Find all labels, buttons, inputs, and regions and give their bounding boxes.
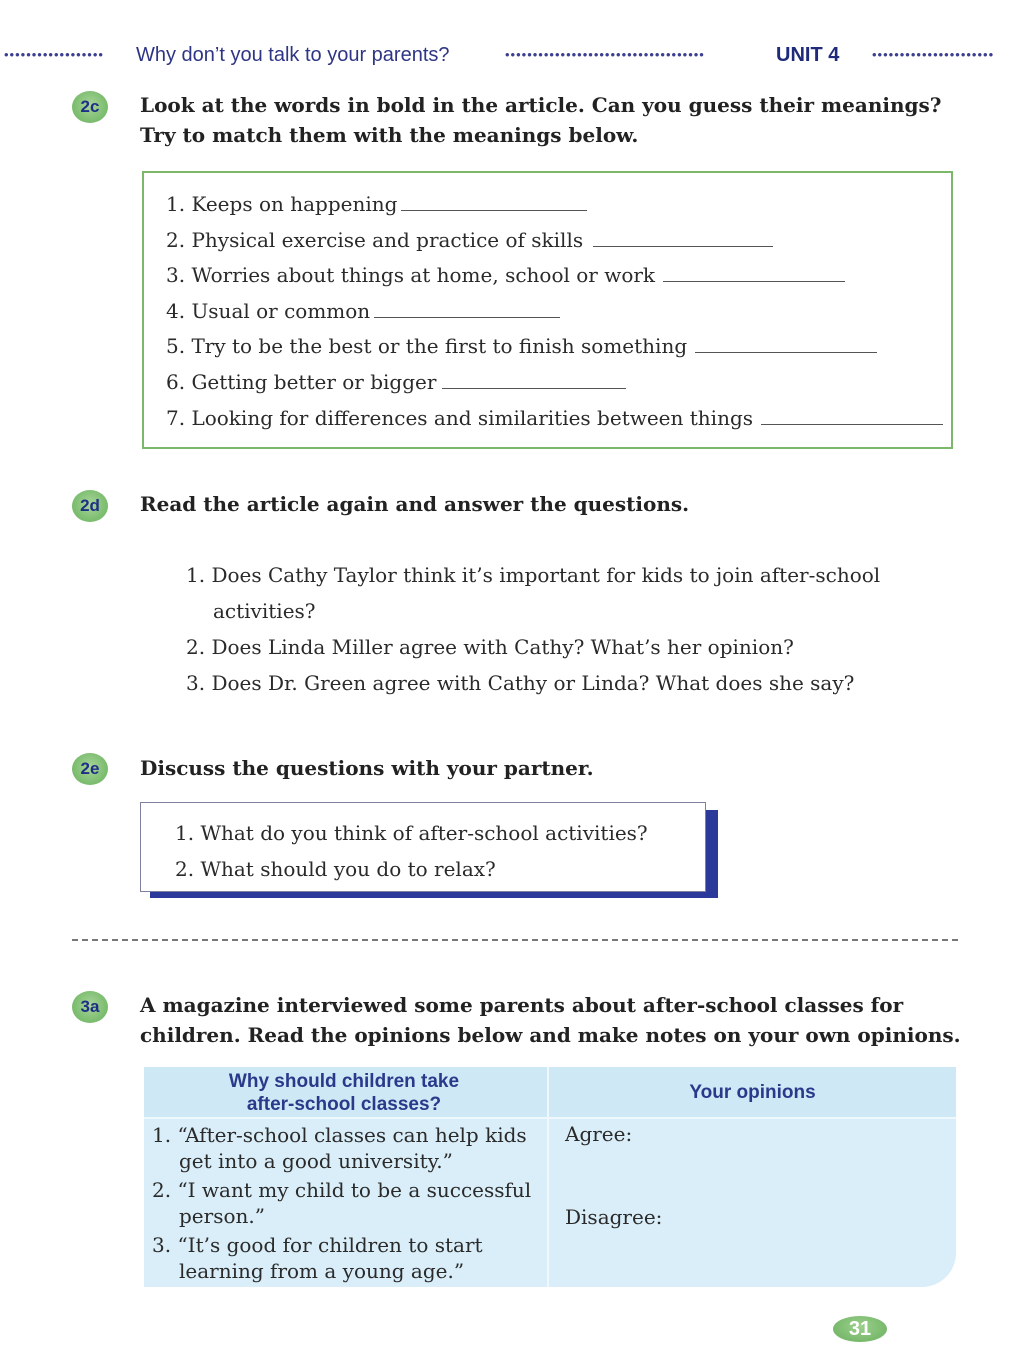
answer-blank[interactable] [401, 192, 587, 211]
meanings-list [166, 187, 943, 436]
answer-blank[interactable] [442, 370, 626, 389]
agree-label: Agree: [565, 1122, 633, 1146]
parent-opinions-list [152, 1123, 559, 1287]
instruction-2e: Discuss the questions with your partner. [140, 756, 594, 780]
meaning-item [166, 187, 943, 223]
header-dots-left: •••••••••••••••••• [4, 47, 104, 62]
answer-blank[interactable] [761, 406, 943, 425]
meaning-item [166, 329, 943, 365]
page-number: 31 [833, 1316, 887, 1342]
header-left-line2: after-school classes? [246, 1094, 442, 1115]
exercise-badge-2d: 2d [72, 490, 108, 522]
parent-opinion: 3. “It’s good for children to start learning from a young age.” [152, 1233, 483, 1283]
answer-blank[interactable] [593, 228, 773, 247]
meanings-box [142, 171, 953, 449]
meaning-text: 4. Usual or common [166, 298, 371, 323]
opinions-table [144, 1067, 956, 1287]
section-divider [72, 939, 958, 941]
parent-opinion: 1. “After-school classes can help kids get into a good university.” [152, 1123, 527, 1173]
meaning-item [166, 294, 943, 330]
answer-blank[interactable] [695, 334, 877, 353]
exercise-badge-2e: 2e [72, 753, 108, 785]
instruction-3a-line2: children. Read the opinions below and make notes on your own opinions. [140, 1023, 961, 1047]
meaning-item [166, 401, 943, 437]
meaning-text: 1. Keeps on happening [166, 192, 398, 216]
question-item: 1. Does Cathy Taylor think it’s important for kids to join after-school [186, 563, 881, 587]
meaning-item [166, 365, 943, 401]
instruction-2d: Read the article again and answer the questions. [140, 492, 690, 516]
exercise-badge-2c: 2c [72, 91, 108, 123]
discussion-item: 1. What do you think of after-school activities? [175, 821, 648, 845]
meaning-item [166, 258, 943, 294]
question-item-continued: activities? [213, 599, 316, 623]
header-left-line1: Why should children take [228, 1071, 460, 1092]
instruction-2c [140, 90, 941, 150]
header-dots-middle: •••••••••••••••••••••••••••••••••••• [505, 47, 705, 62]
unit-label: UNIT 4 [776, 44, 840, 66]
header-title: Why don’t you talk to your parents? [136, 44, 450, 66]
answer-blank[interactable] [374, 299, 560, 318]
parent-opinion: 2. “I want my child to be a successful person.” [152, 1178, 532, 1228]
header-parents-reasons [144, 1070, 544, 1116]
meaning-text: 2. Physical exercise and practice of skills [166, 227, 584, 252]
row-divider [144, 1117, 956, 1119]
meaning-text: 3. Worries about things at home, school or work [166, 263, 656, 288]
discussion-item: 2. What should you do to relax? [175, 857, 496, 881]
question-item: 3. Does Dr. Green agree with Cathy or Linda? What does she say? [186, 671, 855, 695]
exercise-badge-3a: 3a [72, 991, 108, 1023]
discussion-list [175, 815, 648, 887]
meaning-text: 7. Looking for differences and similarities between things [166, 405, 754, 430]
instruction-2c-line1: Look at the words in bold in the article. Can you guess their meanings? [140, 93, 942, 117]
header-your-opinions: Your opinions [689, 1082, 816, 1103]
header-dots-right: •••••••••••••••••••••• [872, 47, 995, 62]
running-header [0, 38, 1024, 72]
question-item: 2. Does Linda Miller agree with Cathy? What’s her opinion? [186, 635, 794, 659]
questions-list-2d [186, 557, 880, 701]
instruction-3a-line1: A magazine interviewed some parents about after-school classes for [140, 993, 904, 1017]
discussion-box [140, 802, 706, 892]
instruction-3a [140, 990, 961, 1050]
answer-blank[interactable] [663, 263, 845, 282]
meaning-item [166, 223, 943, 259]
meaning-text: 5. Try to be the best or the first to finish something [166, 334, 688, 359]
disagree-label: Disagree: [565, 1205, 663, 1229]
instruction-2c-line2: Try to match them with the meanings below. [140, 123, 639, 147]
meaning-text: 6. Getting better or bigger [166, 369, 437, 394]
